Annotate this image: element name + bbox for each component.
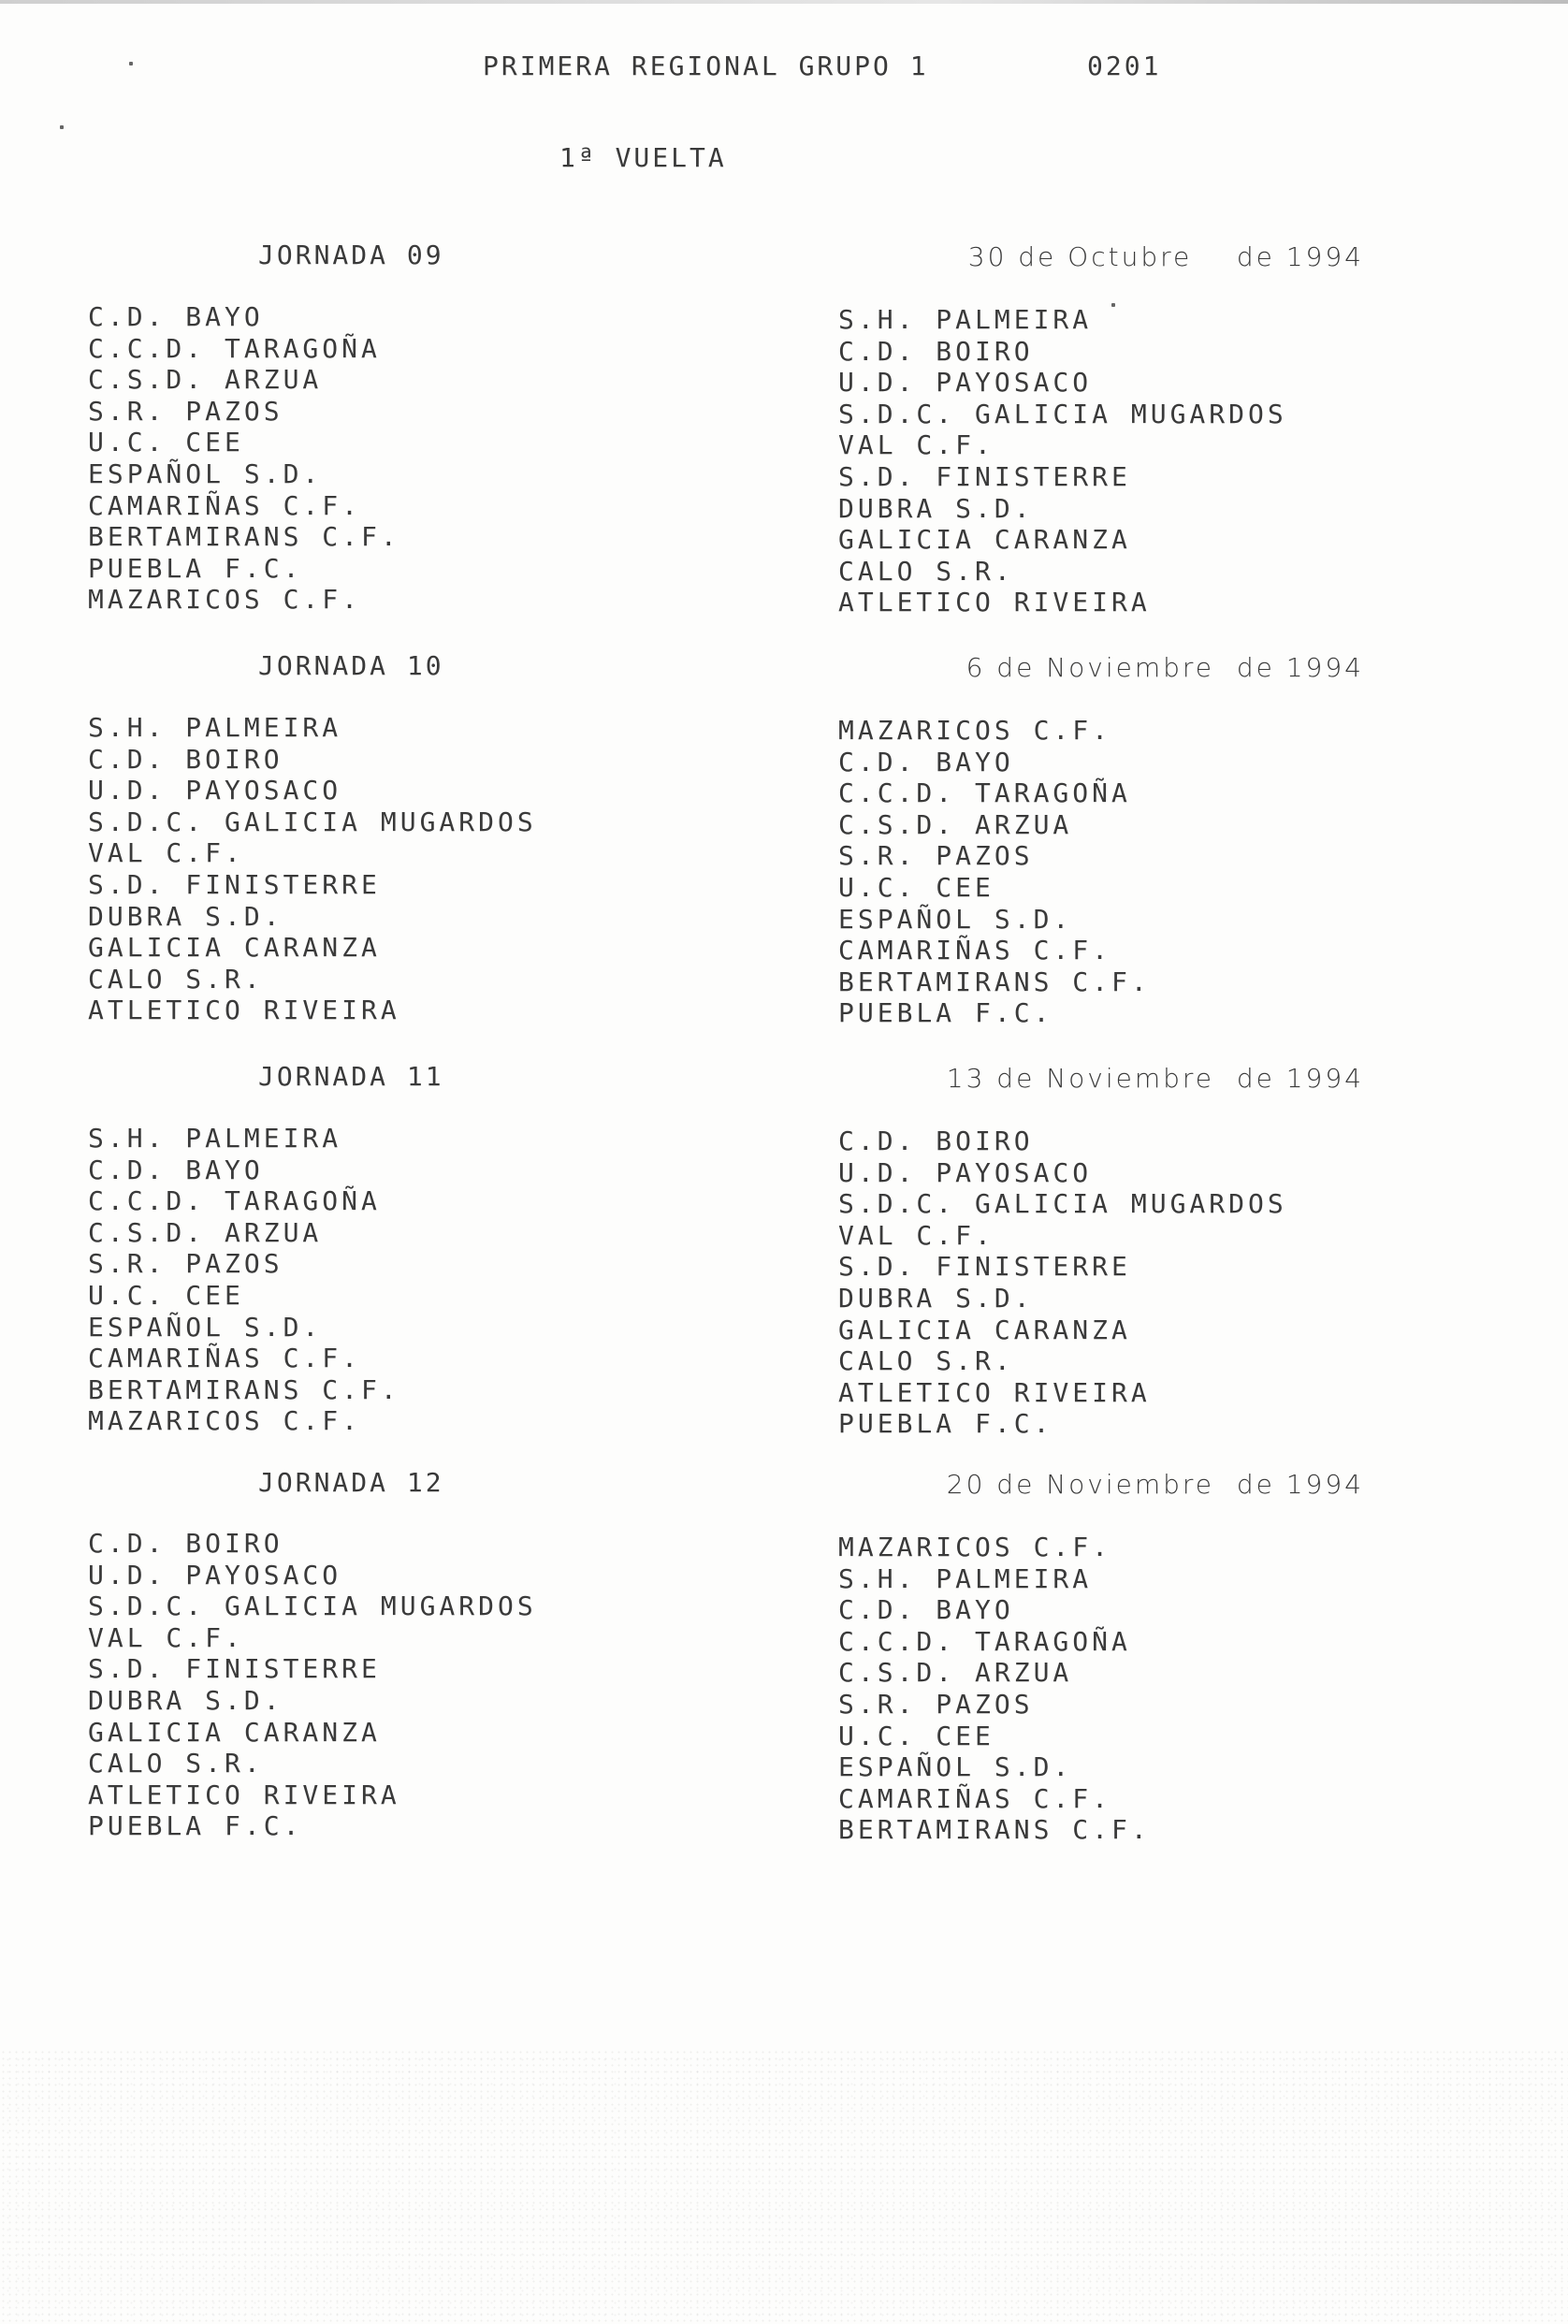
away-team: U.D. PAYOSACO — [838, 1156, 1093, 1188]
away-team: ESPAÑOL S.D. — [838, 1751, 1073, 1783]
home-team: S.D.C. GALICIA MUGARDOS — [88, 1590, 537, 1622]
home-team: C.C.D. TARAGOÑA — [88, 1185, 381, 1217]
away-team: VAL C.F. — [838, 429, 995, 461]
away-team: S.R. PAZOS — [838, 1688, 1034, 1720]
home-team: S.D. FINISTERRE — [88, 1653, 381, 1685]
away-team: S.D.C. GALICIA MUGARDOS — [838, 1188, 1287, 1220]
home-team: C.C.D. TARAGOÑA — [88, 332, 381, 364]
jornada-label: JORNADA 12 — [258, 1467, 444, 1498]
home-team: C.D. BAYO — [88, 301, 264, 332]
home-team: MAZARICOS C.F. — [88, 584, 362, 616]
home-team: U.D. PAYOSACO — [88, 775, 342, 806]
away-team: C.S.D. ARZUA — [838, 808, 1073, 840]
away-team: S.D. FINISTERRE — [838, 460, 1131, 492]
away-team: PUEBLA F.C. — [838, 997, 1053, 1029]
home-team: BERTAMIRANS C.F. — [88, 1373, 400, 1405]
home-team: CALO S.R. — [88, 1748, 264, 1779]
home-team: C.D. BOIRO — [88, 1528, 283, 1559]
away-team: C.D. BAYO — [838, 746, 1014, 777]
home-team: CAMARIÑAS C.F. — [88, 489, 362, 521]
away-team-list — [838, 1126, 1287, 1440]
home-team: S.D.C. GALICIA MUGARDOS — [88, 806, 537, 837]
jornada-date: 20 de Noviembre de 1994 — [946, 1469, 1364, 1500]
away-team: ESPAÑOL S.D. — [838, 903, 1073, 935]
page-top-edge — [0, 0, 1568, 4]
home-team: MAZARICOS C.F. — [88, 1405, 362, 1437]
home-team: VAL C.F. — [88, 1621, 244, 1653]
home-team: S.H. PALMEIRA — [88, 1123, 342, 1154]
away-team: S.D.C. GALICIA MUGARDOS — [838, 398, 1287, 429]
away-team: U.C. CEE — [838, 871, 995, 903]
away-team: S.H. PALMEIRA — [838, 304, 1093, 335]
away-team: GALICIA CARANZA — [838, 524, 1131, 556]
home-team-list — [88, 301, 400, 616]
away-team: ATLETICO RIVEIRA — [838, 587, 1151, 618]
home-team: U.C. CEE — [88, 427, 244, 458]
away-team-list — [838, 715, 1151, 1029]
away-team: GALICIA CARANZA — [838, 1314, 1131, 1345]
away-team-list — [838, 1532, 1151, 1846]
jornada-date: 30 de Octubre de 1994 — [967, 241, 1364, 272]
away-team: PUEBLA F.C. — [838, 1408, 1053, 1440]
away-team: S.D. FINISTERRE — [838, 1251, 1131, 1283]
away-team-list — [838, 304, 1287, 618]
home-team: U.C. CEE — [88, 1279, 244, 1311]
jornada-label: JORNADA 09 — [258, 240, 444, 270]
home-team: C.D. BOIRO — [88, 743, 283, 775]
away-team: S.R. PAZOS — [838, 840, 1034, 872]
jornada-label: JORNADA 10 — [258, 650, 444, 681]
away-team: CAMARIÑAS C.F. — [838, 935, 1112, 966]
document-code: 0201 — [1087, 51, 1162, 81]
home-team: VAL C.F. — [88, 837, 244, 869]
home-team: PUEBLA F.C. — [88, 1810, 303, 1842]
away-team: C.C.D. TARAGOÑA — [838, 777, 1131, 809]
home-team: S.R. PAZOS — [88, 1248, 283, 1280]
home-team: S.H. PALMEIRA — [88, 712, 342, 743]
scan-speck — [1111, 303, 1115, 307]
home-team-list — [88, 712, 537, 1026]
away-team: CALO S.R. — [838, 555, 1014, 587]
home-team-list — [88, 1123, 400, 1437]
home-team-list — [88, 1528, 537, 1842]
home-team: ESPAÑOL S.D. — [88, 1311, 323, 1343]
home-team: ESPAÑOL S.D. — [88, 458, 323, 489]
vuelta-label: 1ª VUELTA — [559, 142, 727, 173]
jornada-date: 13 de Noviembre de 1994 — [946, 1063, 1364, 1094]
scan-speck — [129, 62, 133, 65]
away-team: C.C.D. TARAGOÑA — [838, 1625, 1131, 1657]
away-team: DUBRA S.D. — [838, 492, 1034, 524]
scan-speck — [60, 125, 64, 129]
away-team: CAMARIÑAS C.F. — [838, 1782, 1112, 1814]
home-team: U.D. PAYOSACO — [88, 1559, 342, 1590]
home-team: GALICIA CARANZA — [88, 1716, 381, 1748]
away-team: VAL C.F. — [838, 1219, 995, 1251]
home-team: ATLETICO RIVEIRA — [88, 995, 400, 1026]
away-team: C.S.D. ARZUA — [838, 1657, 1073, 1689]
away-team: CALO S.R. — [838, 1345, 1014, 1377]
home-team: S.D. FINISTERRE — [88, 868, 381, 900]
away-team: ATLETICO RIVEIRA — [838, 1376, 1151, 1408]
away-team: C.D. BOIRO — [838, 335, 1034, 367]
home-team: C.S.D. ARZUA — [88, 364, 323, 396]
home-team: CAMARIÑAS C.F. — [88, 1343, 362, 1374]
away-team: MAZARICOS C.F. — [838, 1532, 1112, 1562]
away-team: U.D. PAYOSACO — [838, 367, 1093, 399]
away-team: DUBRA S.D. — [838, 1282, 1034, 1314]
away-team: S.H. PALMEIRA — [838, 1562, 1093, 1594]
jornada-label: JORNADA 11 — [258, 1061, 444, 1092]
away-team: MAZARICOS C.F. — [838, 715, 1112, 746]
jornada-date: 6 de Noviembre de 1994 — [965, 652, 1364, 683]
away-team: BERTAMIRANS C.F. — [838, 966, 1151, 997]
home-team: DUBRA S.D. — [88, 1684, 283, 1716]
away-team: C.D. BAYO — [838, 1594, 1014, 1626]
home-team: C.S.D. ARZUA — [88, 1216, 323, 1248]
home-team: ATLETICO RIVEIRA — [88, 1779, 400, 1810]
home-team: CALO S.R. — [88, 963, 264, 995]
away-team: C.D. BOIRO — [838, 1126, 1034, 1156]
page-title: PRIMERA REGIONAL GRUPO 1 — [483, 51, 929, 81]
home-team: PUEBLA F.C. — [88, 552, 303, 584]
away-team: BERTAMIRANS C.F. — [838, 1814, 1151, 1846]
home-team: C.D. BAYO — [88, 1154, 264, 1185]
away-team: U.C. CEE — [838, 1720, 995, 1751]
scan-noise — [0, 2049, 1568, 2324]
home-team: S.R. PAZOS — [88, 395, 283, 427]
home-team: BERTAMIRANS C.F. — [88, 521, 400, 553]
home-team: DUBRA S.D. — [88, 900, 283, 932]
home-team: GALICIA CARANZA — [88, 932, 381, 964]
